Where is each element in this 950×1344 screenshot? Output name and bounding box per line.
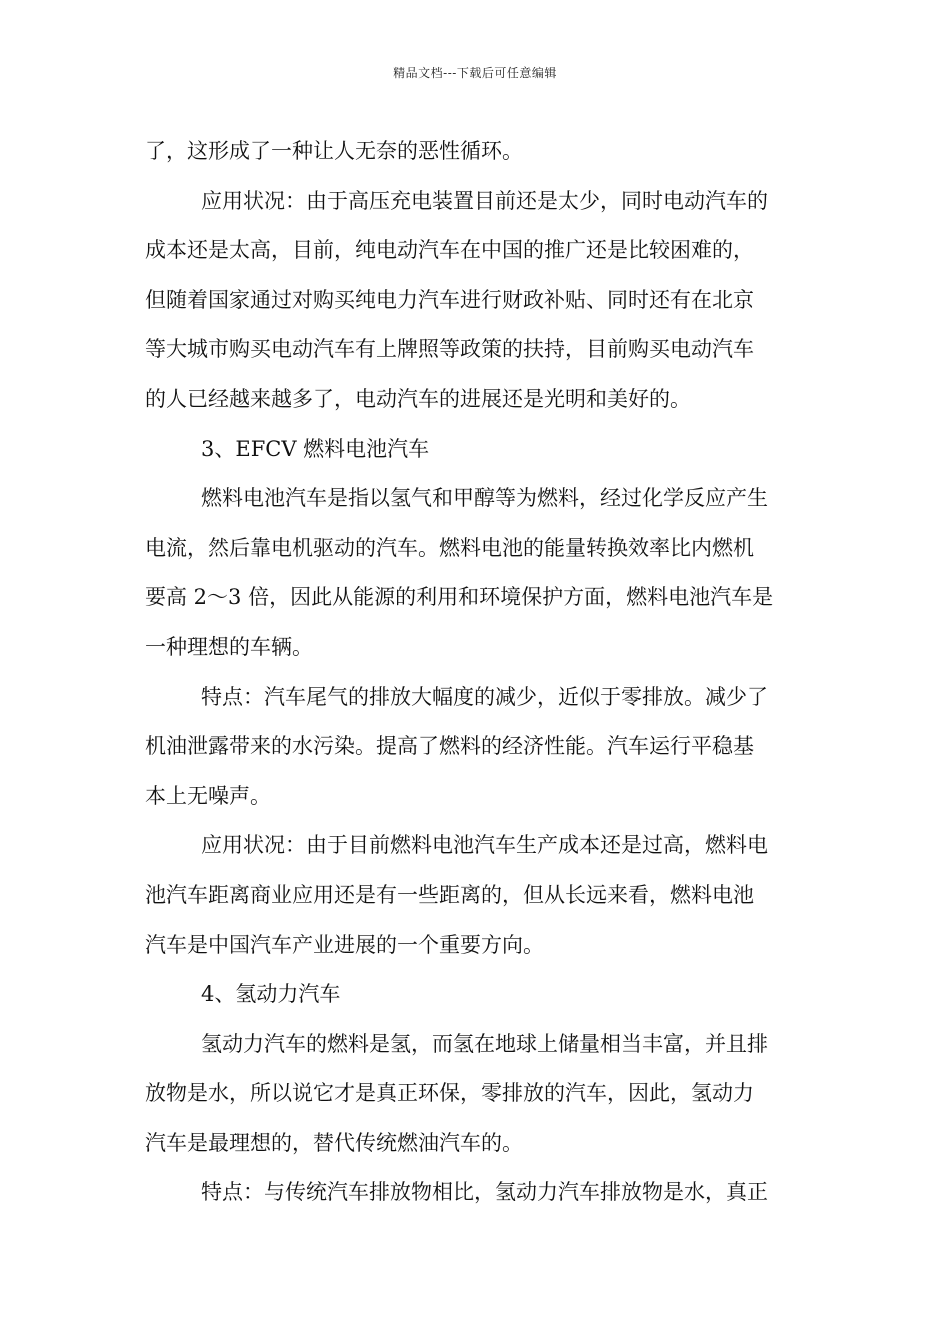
text-line: 汽车是中国汽车产业进展的一个重要方向。 (145, 932, 544, 957)
document-body (145, 127, 809, 1218)
text-line: 应用状况：由于高压充电装置目前还是太少，同时电动汽车的 (201, 188, 768, 213)
text-line: 燃料电池汽车是指以氢气和甲醇等为燃料，经过化学反应产生 (201, 486, 768, 511)
text-line: 特点：与传统汽车排放物相比，氢动力汽车排放物是水，真正 (201, 1180, 768, 1205)
text-line: 要高 2～3 倍，因此从能源的利用和环境保护方面，燃料电池汽车是 (145, 585, 774, 610)
text-line: 机油泄露带来的水污染。提高了燃料的经济性能。汽车运行平稳基 (145, 734, 754, 759)
text-line: 氢动力汽车的燃料是氢，而氢在地球上储量相当丰富，并且排 (201, 1031, 768, 1056)
text-line: 应用状况：由于目前燃料电池汽车生产成本还是过高，燃料电 (201, 833, 768, 858)
text-line: 但随着国家通过对购买纯电力汽车进行财政补贴、同时还有在北京 (145, 287, 754, 312)
text-line: 本上无噪声。 (145, 783, 271, 808)
section-heading: 4、氢动力汽车 (201, 982, 341, 1007)
text-line: 汽车是最理想的，替代传统燃油汽车的。 (145, 1130, 523, 1155)
text-line: 的人已经越来越多了，电动汽车的进展还是光明和美好的。 (145, 386, 691, 411)
text-line: 一种理想的车辆。 (145, 634, 313, 659)
page-header: 精品文档---下载后可任意编辑 (393, 66, 557, 80)
text-line: 放物是水，所以说它才是真正环保，零排放的汽车，因此，氢动力 (145, 1081, 754, 1106)
text-line: 电流，然后靠电机驱动的汽车。燃料电池的能量转换效率比内燃机 (145, 535, 754, 560)
text-line: 特点：汽车尾气的排放大幅度的减少，近似于零排放。减少了 (201, 684, 768, 709)
text-line: 了，这形成了一种让人无奈的恶性循环。 (145, 139, 523, 163)
text-line: 成本还是太高，目前，纯电动汽车在中国的推广还是比较困难的， (145, 238, 754, 263)
text-line: 等大城市购买电动汽车有上牌照等政策的扶持，目前购买电动汽车 (145, 337, 754, 362)
section-heading: 3、EFCV 燃料电池汽车 (201, 436, 430, 461)
text-line: 池汽车距离商业应用还是有一些距离的，但从长远来看，燃料电池 (145, 882, 754, 907)
